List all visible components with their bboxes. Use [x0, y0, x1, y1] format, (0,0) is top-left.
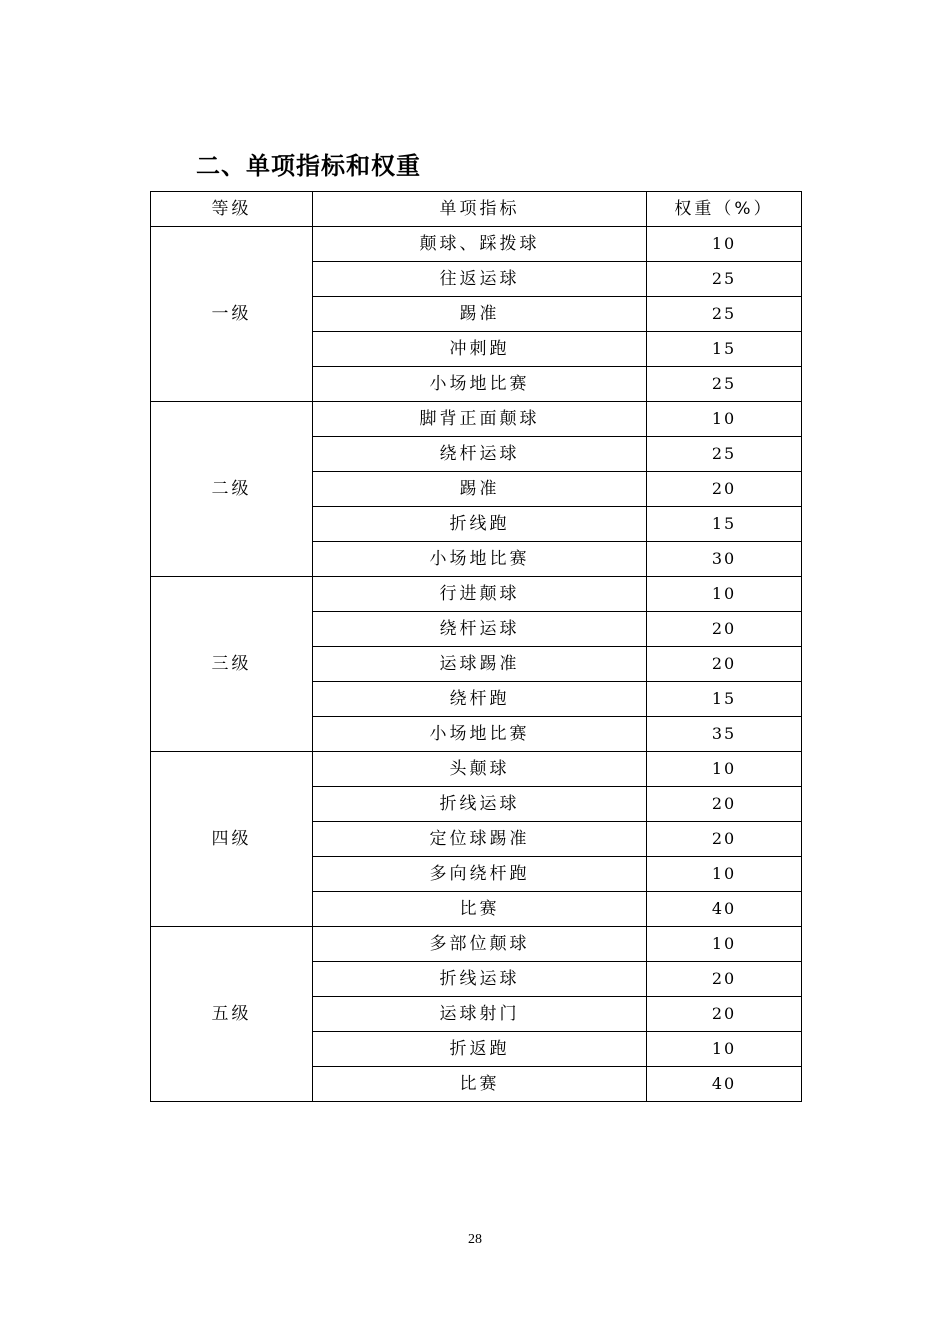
indicator-cell: 小场地比赛	[313, 367, 647, 402]
indicator-cell: 往返运球	[313, 262, 647, 297]
table-row	[151, 577, 802, 612]
indicator-cell: 头颠球	[313, 752, 647, 787]
level-cell: 四级	[151, 752, 313, 927]
indicator-cell: 小场地比赛	[313, 542, 647, 577]
table-row	[151, 402, 802, 437]
indicator-cell: 小场地比赛	[313, 717, 647, 752]
weight-cell: 10	[647, 227, 802, 262]
weight-cell: 40	[647, 1067, 802, 1102]
weights-table	[150, 191, 802, 1102]
weight-cell: 10	[647, 577, 802, 612]
indicator-cell: 折返跑	[313, 1032, 647, 1067]
weight-cell: 20	[647, 647, 802, 682]
indicator-cell: 绕杆跑	[313, 682, 647, 717]
level-cell: 二级	[151, 402, 313, 577]
indicator-cell: 踢准	[313, 472, 647, 507]
weight-cell: 30	[647, 542, 802, 577]
weight-cell: 25	[647, 437, 802, 472]
indicator-cell: 运球踢准	[313, 647, 647, 682]
header-level: 等级	[151, 192, 313, 227]
indicator-cell: 绕杆运球	[313, 437, 647, 472]
indicator-cell: 脚背正面颠球	[313, 402, 647, 437]
weight-cell: 20	[647, 472, 802, 507]
weight-cell: 35	[647, 717, 802, 752]
weight-cell: 20	[647, 997, 802, 1032]
weight-cell: 20	[647, 787, 802, 822]
weight-cell: 15	[647, 332, 802, 367]
indicator-cell: 行进颠球	[313, 577, 647, 612]
section-title: 二、单项指标和权重	[196, 152, 421, 180]
header-weight: 权重（%）	[647, 192, 802, 227]
weight-cell: 15	[647, 682, 802, 717]
indicator-cell: 颠球、踩拨球	[313, 227, 647, 262]
table-row	[151, 227, 802, 262]
indicator-cell: 定位球踢准	[313, 822, 647, 857]
indicator-cell: 踢准	[313, 297, 647, 332]
weight-cell: 15	[647, 507, 802, 542]
weight-cell: 20	[647, 962, 802, 997]
indicator-cell: 冲刺跑	[313, 332, 647, 367]
weight-cell: 10	[647, 1032, 802, 1067]
weight-cell: 25	[647, 367, 802, 402]
indicator-cell: 多向绕杆跑	[313, 857, 647, 892]
weight-cell: 20	[647, 612, 802, 647]
indicator-cell: 比赛	[313, 892, 647, 927]
table-header-row	[151, 192, 802, 227]
weight-cell: 40	[647, 892, 802, 927]
indicator-cell: 多部位颠球	[313, 927, 647, 962]
table-row	[151, 927, 802, 962]
indicator-cell: 折线跑	[313, 507, 647, 542]
indicator-cell: 运球射门	[313, 997, 647, 1032]
weight-cell: 10	[647, 402, 802, 437]
indicator-cell: 折线运球	[313, 962, 647, 997]
weight-cell: 10	[647, 927, 802, 962]
level-cell: 一级	[151, 227, 313, 402]
table-row	[151, 752, 802, 787]
level-cell: 三级	[151, 577, 313, 752]
weight-cell: 10	[647, 857, 802, 892]
page-number: 28	[468, 1232, 482, 1247]
table-body	[151, 227, 802, 1102]
weight-cell: 25	[647, 262, 802, 297]
weight-cell: 25	[647, 297, 802, 332]
weight-cell: 20	[647, 822, 802, 857]
header-indicator: 单项指标	[313, 192, 647, 227]
indicator-cell: 绕杆运球	[313, 612, 647, 647]
indicator-cell: 比赛	[313, 1067, 647, 1102]
indicator-cell: 折线运球	[313, 787, 647, 822]
level-cell: 五级	[151, 927, 313, 1102]
weight-cell: 10	[647, 752, 802, 787]
